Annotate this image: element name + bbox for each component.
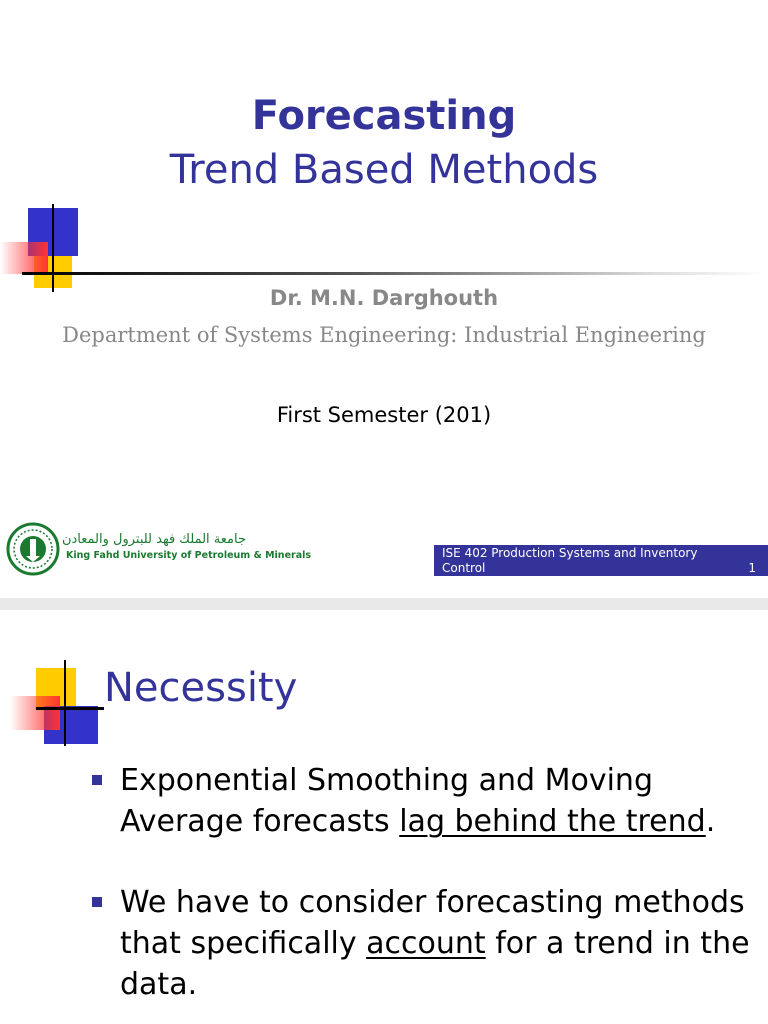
page-number: 1	[748, 561, 756, 575]
decor-red-square	[0, 242, 48, 274]
slide-title: Forecasting	[251, 93, 517, 139]
course-title-line2: Control	[442, 561, 486, 575]
university-logo	[6, 522, 312, 578]
department-name: Department of Systems Engineering: Industrial Engineering	[62, 323, 706, 347]
bullet-emphasis: lag behind the trend	[399, 804, 706, 839]
bullet-text-end: .	[705, 804, 716, 839]
decor-red-square	[10, 696, 60, 730]
decor-vertical-line	[52, 204, 54, 292]
slide-divider	[0, 598, 768, 610]
university-seal-icon	[6, 522, 60, 576]
content-slide	[0, 610, 768, 1024]
slide-title: Necessity	[104, 665, 298, 711]
decor-horizontal-rule	[36, 707, 104, 710]
bullet-text: We have to consider forecasting methods that specifically	[120, 885, 745, 961]
bullet-item	[92, 882, 752, 1005]
author-name: Dr. M.N. Darghouth	[269, 286, 499, 310]
course-title-line1: ISE 402 Production Systems and Inventory	[442, 546, 698, 560]
bullet-text: Exponential Smoothing and Moving Average forecasts	[120, 763, 653, 839]
bullet-emphasis: account	[366, 926, 486, 961]
semester-label: First Semester (201)	[276, 403, 492, 427]
bullet-list	[92, 760, 752, 1024]
decor-vertical-line	[64, 660, 66, 746]
square-bullet-icon	[92, 775, 102, 785]
square-bullet-icon	[92, 897, 102, 907]
bullet-item	[92, 760, 752, 842]
slide-subtitle: Trend Based Methods	[169, 147, 599, 193]
decor-horizontal-rule	[22, 272, 768, 275]
university-name-english: King Fahd University of Petroleum & Minerals	[66, 550, 312, 561]
university-name-arabic: جامعة الملك فهد للبترول والمعادن	[61, 532, 246, 547]
bullet-text-end: for a trend in the data.	[120, 926, 750, 1002]
course-footer	[434, 545, 768, 576]
